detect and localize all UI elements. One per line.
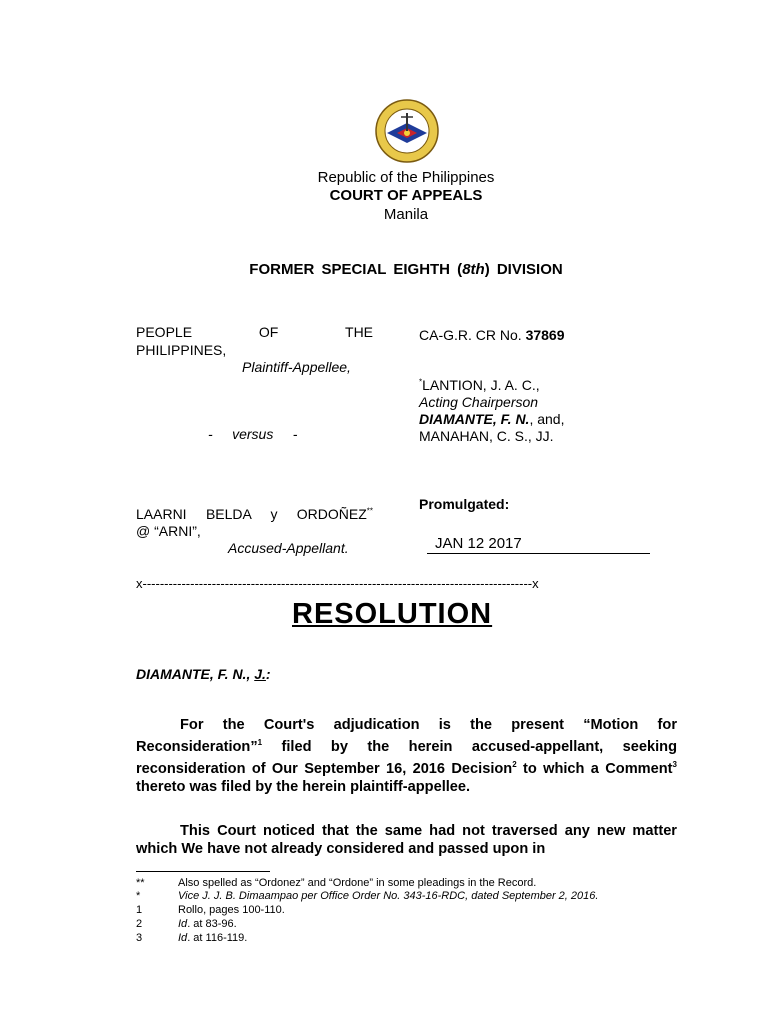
plaintiff-role: Plaintiff-Appellee,	[242, 359, 351, 375]
bench-line-1: *LANTION, J. A. C.,	[419, 377, 540, 393]
bench-line-2: Acting Chairperson	[419, 394, 539, 410]
division-heading: FORMER SPECIAL EIGHTH (8th) DIVISION	[249, 261, 563, 278]
body-paragraph-2: This Court noticed that the same had not traversed any new matter which We have not already considered and passed upon in	[136, 823, 677, 857]
accused-alias: @ “ARNI”,	[136, 523, 201, 539]
promulgated-date: JAN 12 2017	[435, 535, 522, 552]
bench-line-3: DIAMANTE, F. N., and,	[419, 411, 565, 427]
date-underline	[427, 553, 650, 554]
accused-line-1: LAARNI BELDA y ORDOÑEZ**	[136, 506, 374, 522]
plaintiff-line-2: PHILIPPINES,	[136, 342, 227, 358]
versus-label: - versus -	[208, 426, 298, 442]
republic-heading: Republic of the Philippines	[317, 169, 495, 186]
caption-separator: x------------------------------------------------------------------------------------------x	[136, 576, 539, 591]
footnote-rule	[136, 871, 270, 872]
accused-role: Accused-Appellant.	[228, 540, 349, 556]
bench-line-4: MANAHAN, C. S., JJ.	[419, 428, 554, 444]
footnote-item: 2 Id. at 83-96.	[136, 918, 237, 930]
ponente: DIAMANTE, F. N., J.:	[136, 666, 271, 682]
footnote-item: 3 Id. at 116-119.	[136, 932, 248, 944]
footnote-item: * Vice J. J. B. Dimaampao per Office Order No. 343-16-RDC, dated September 2, 2016.	[136, 890, 599, 902]
court-heading: COURT OF APPEALS	[329, 187, 483, 204]
promulgated-label: Promulgated:	[419, 496, 510, 512]
body-paragraph-1: For the Court's adjudication is the present “Motion for Reconsideration”$^1$ filed by the herein accused-appellant, seeking reconsideration of Our September 16, 2016 Decision$^2$ to which a Comment$^3$ thereto was filed by the herein plaintiff-appellee.	[136, 717, 677, 795]
court-seal-logo	[375, 99, 439, 163]
case-number: CA-G.R. CR No. 37869	[419, 327, 565, 343]
document-title: RESOLUTION	[292, 598, 493, 630]
city-heading: Manila	[383, 206, 429, 223]
footnote-item: 1 Rollo, pages 100-110.	[136, 904, 285, 916]
footnote-item: ** Also spelled as “Ordonez” and “Ordone” in some pleadings in the Record.	[136, 877, 537, 889]
plaintiff-line-1: PEOPLE OF THE	[136, 324, 374, 340]
